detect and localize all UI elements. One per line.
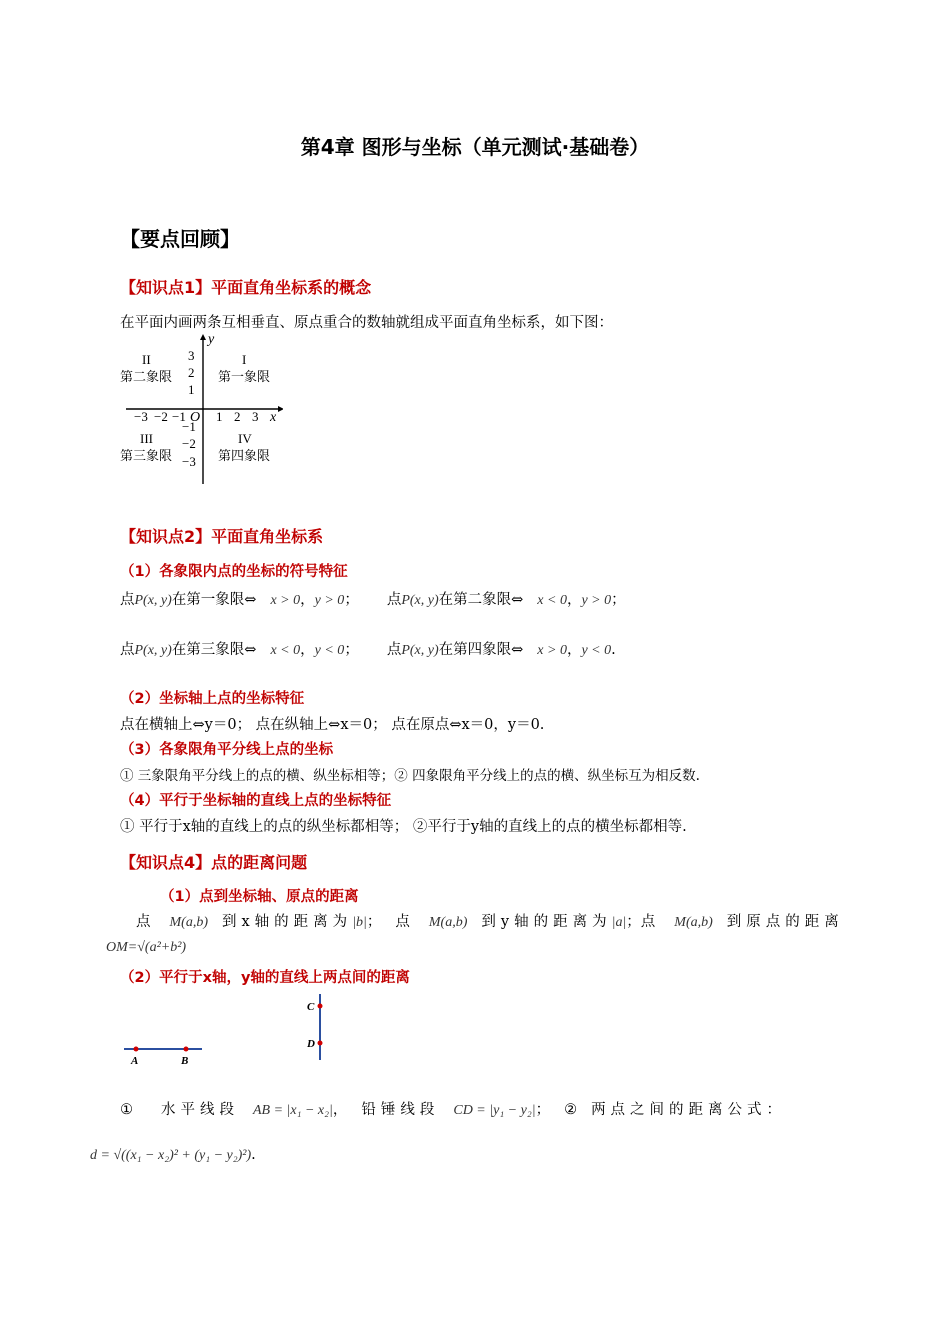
quadrant-1-numeral: I	[242, 352, 247, 367]
quadrant-3-label: 第三象限	[120, 448, 173, 463]
y-axis-label: y	[208, 332, 215, 347]
kp2-sub3: （3）各象限角平分线上点的坐标	[120, 742, 334, 758]
kp4-sub1: （1）点到坐标轴、原点的距离	[160, 889, 359, 905]
x-axis-label: x	[270, 410, 277, 425]
label-b: B	[181, 1055, 189, 1067]
quadrant-1-label: 第一象限	[218, 369, 271, 384]
quadrant-4-label: 第四象限	[218, 448, 271, 463]
quadrant-4-numeral: IV	[238, 431, 252, 446]
y-axis-arrow	[200, 334, 206, 340]
quadrant-2-numeral: II	[142, 352, 151, 367]
y-tick-label: −3	[182, 454, 196, 469]
x-tick-label: −3	[134, 409, 148, 424]
x-tick-label: 3	[252, 409, 259, 424]
label-d: D	[307, 1038, 315, 1050]
page-title: 第4章 图形与坐标（单元测试·基础卷）	[300, 135, 650, 159]
segment-figure	[118, 990, 338, 1070]
coordinate-plane-figure	[118, 332, 283, 490]
point-c	[318, 1004, 323, 1009]
point-d	[318, 1041, 323, 1046]
y-tick-label: −1	[182, 419, 196, 434]
segment-formula-line: ① 水平线段 AB = |x₁ − x₂|， 铅锤线段 CD = |y₁ − y₂|； ② 两点之间的距离公式：	[120, 1102, 787, 1118]
x-tick-label: −2	[154, 409, 168, 424]
distance-formula: d = √((x₁ − x₂)² + (y₁ − y₂)²).	[90, 1147, 256, 1163]
distance-line: 点 M(a,b) 到x轴的距离为|b|； 点 M(a,b) 到y轴的距离为|a|；点 M(a,b) 到原点的距离	[136, 914, 844, 930]
om-formula: OM=√(a²+b²)	[106, 940, 187, 955]
x-tick-label: 1	[216, 409, 223, 424]
y-tick-label: 3	[188, 348, 195, 363]
kp2-sub1: （1）各象限内点的坐标的符号特征	[120, 564, 348, 580]
x-tick-label: 2	[234, 409, 241, 424]
point-b	[184, 1047, 189, 1052]
axis-point-line: 点在横轴上⇔y＝0； 点在纵轴上⇔x＝0； 点在原点⇔x＝0，y＝0.	[120, 717, 545, 733]
x-tick-label: −1	[172, 409, 186, 424]
y-tick-label: −2	[182, 436, 196, 451]
kp4-heading: 【知识点4】点的距离问题	[120, 853, 308, 872]
y-tick-label: 1	[188, 382, 195, 397]
kp2-heading: 【知识点2】平面直角坐标系	[120, 527, 324, 546]
kp1-body: 在平面内画两条互相垂直、原点重合的数轴就组成平面直角坐标系，如下图：	[120, 315, 613, 331]
parallel-line: ① 平行于x轴的直线上的点的纵坐标都相等； ②平行于y轴的直线上的点的横坐标都相等.	[120, 819, 687, 835]
quadrant-sign-line-1: 点P(x, y)在第一象限⇔ x > 0，y > 0； 点P(x, y)在第二象限⇔ x < 0，y > 0；	[120, 592, 626, 608]
point-a	[134, 1047, 139, 1052]
origin-label: O	[190, 410, 201, 425]
kp2-sub2: （2）坐标轴上点的坐标特征	[120, 691, 305, 707]
label-a: A	[131, 1055, 139, 1067]
kp2-sub4: （4）平行于坐标轴的直线上点的坐标特征	[120, 793, 392, 809]
quadrant-3-numeral: III	[140, 431, 153, 446]
kp1-heading: 【知识点1】平面直角坐标系的概念	[120, 278, 372, 297]
quadrant-2-label: 第二象限	[120, 369, 173, 384]
label-c: C	[307, 1001, 315, 1013]
section-heading: 【要点回顾】	[120, 227, 240, 251]
kp4-sub2: （2）平行于x轴，y轴的直线上两点间的距离	[120, 970, 410, 986]
y-tick-label: 2	[188, 365, 195, 380]
x-axis-arrow	[278, 406, 283, 412]
bisector-line: ① 三象限角平分线上的点的横、纵坐标相等；② 四象限角平分线上的点的横、纵坐标互为相反数.	[120, 768, 700, 784]
quadrant-sign-line-2: 点P(x, y)在第三象限⇔ x < 0，y < 0； 点P(x, y)在第四象限⇔ x > 0，y < 0.	[120, 642, 616, 658]
